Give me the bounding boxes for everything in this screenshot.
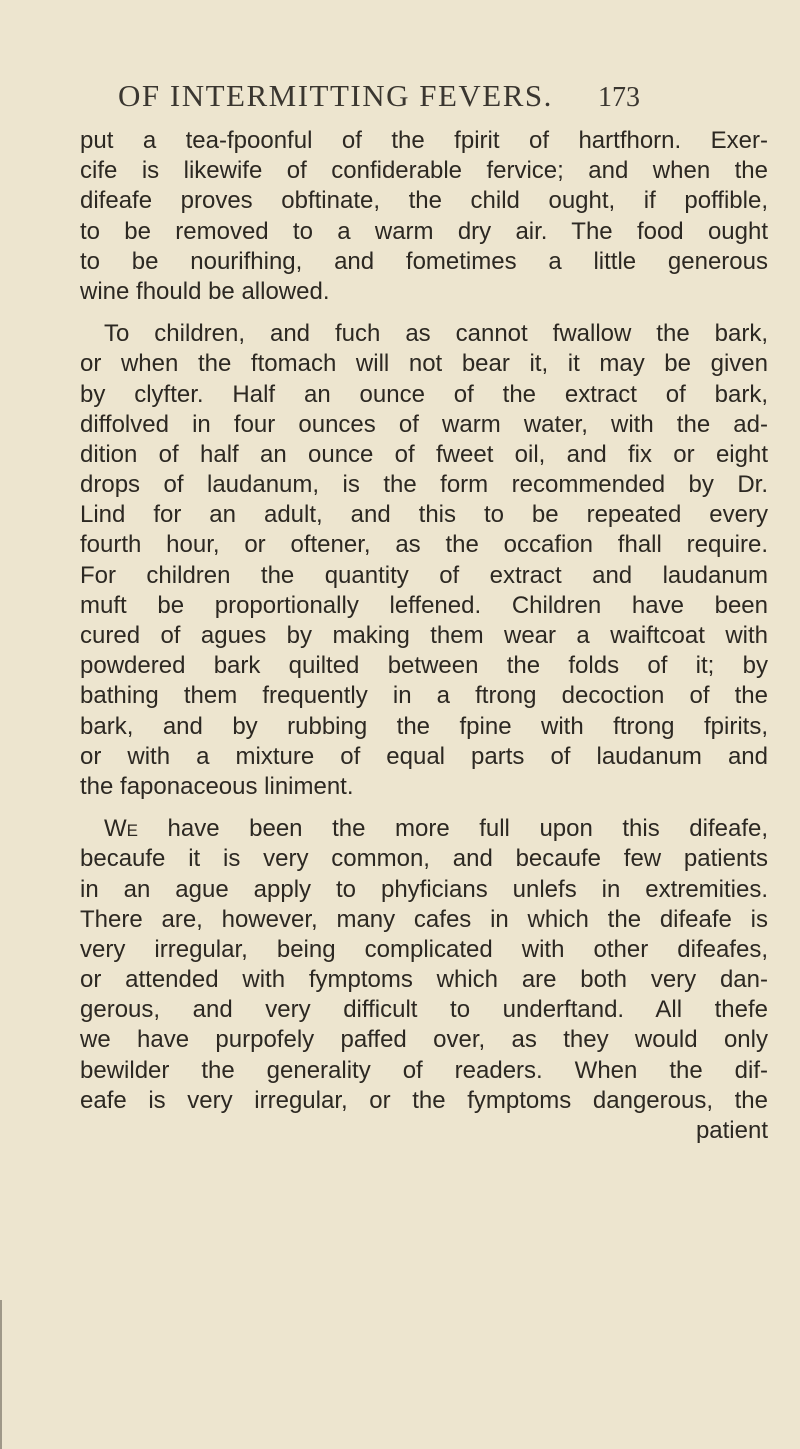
text-line: muft be proportionally leffened. Children have been — [80, 591, 768, 619]
page-number: 173 — [598, 82, 640, 113]
text-line: we have purpofely paffed over, as they would only — [80, 1026, 768, 1054]
text-line: For children the quantity of extract and laudanum — [80, 561, 768, 589]
text-line: difeafe proves obftinate, the child ought, if poffible, — [80, 187, 768, 215]
paragraph-2 — [80, 319, 768, 802]
text-line: bewilder the generality of readers. When the dif- — [80, 1056, 768, 1084]
small-cap-letter: E — [126, 821, 138, 841]
text-line: diffolved in four ounces of warm water, with the ad- — [80, 410, 768, 438]
paragraph-3 — [80, 814, 768, 1116]
text-line: put a tea-fpoonful of the fpirit of hartfhorn. Exer- — [80, 127, 768, 154]
text-line: bark, and by rubbing the fpine with ftrong fpirits, — [80, 712, 768, 740]
paragraph-1 — [80, 126, 768, 307]
running-head: OF INTERMITTING FEVERS. — [118, 78, 553, 113]
page-header — [118, 78, 678, 118]
catchword: patient — [695, 1117, 768, 1144]
text-line: cured of agues by making them wear a waiftcoat with — [80, 622, 768, 649]
text-line: in an ague apply to phyficians unlefs in extremities. — [80, 875, 768, 903]
text-line: very irregular, being complicated with other difeafes, — [80, 935, 768, 963]
text-line: There are, however, many cafes in which the difeafe is — [80, 905, 768, 933]
text-line: Lind for an adult, and this to be repeated every — [80, 501, 768, 529]
text-line: drops of laudanum, is the form recommended by Dr. — [80, 471, 768, 499]
text-line: To children, and fuch as cannot fwallow the bark, — [104, 320, 768, 348]
text-line: gerous, and very difficult to underftand. All thefe — [80, 996, 768, 1024]
text-line: wine fhould be allowed. — [80, 277, 330, 305]
body-text — [80, 126, 768, 1146]
text-line: fourth hour, or oftener, as the occafion fhall require. — [80, 531, 768, 559]
text-line: or attended with fymptoms which are both very dan- — [80, 966, 768, 994]
text-line: to be nourifhing, and fometimes a little generous — [80, 247, 768, 275]
page-edge-mark — [0, 1300, 2, 1449]
text-line: eafe is very irregular, or the fymptoms dangerous, the — [80, 1086, 768, 1114]
text-line: by clyfter. Half an ounce of the extract of bark, — [80, 380, 768, 408]
text-line: becaufe it is very common, and becaufe few patients — [80, 845, 768, 873]
text-line: powdered bark quilted between the folds of it; by — [80, 652, 768, 680]
text-line: cife is likewife of confiderable fervice; and when the — [80, 157, 768, 185]
drop-letter: W — [104, 815, 127, 843]
text-line: bathing them frequently in a ftrong decoction of the — [80, 682, 768, 710]
text-line: the faponaceous liniment. — [80, 772, 354, 800]
text-line: or when the ftomach will not bear it, it may be given — [80, 350, 768, 378]
text-line: or with a mixture of equal parts of laudanum and — [80, 742, 768, 770]
text-line: to be removed to a warm dry air. The food ought — [80, 217, 768, 245]
line-rest: have been the more full upon this difeafe, — [138, 815, 768, 843]
text-line: dition of half an ounce of fweet oil, and fix or eight — [80, 440, 768, 468]
text-line — [80, 814, 768, 844]
